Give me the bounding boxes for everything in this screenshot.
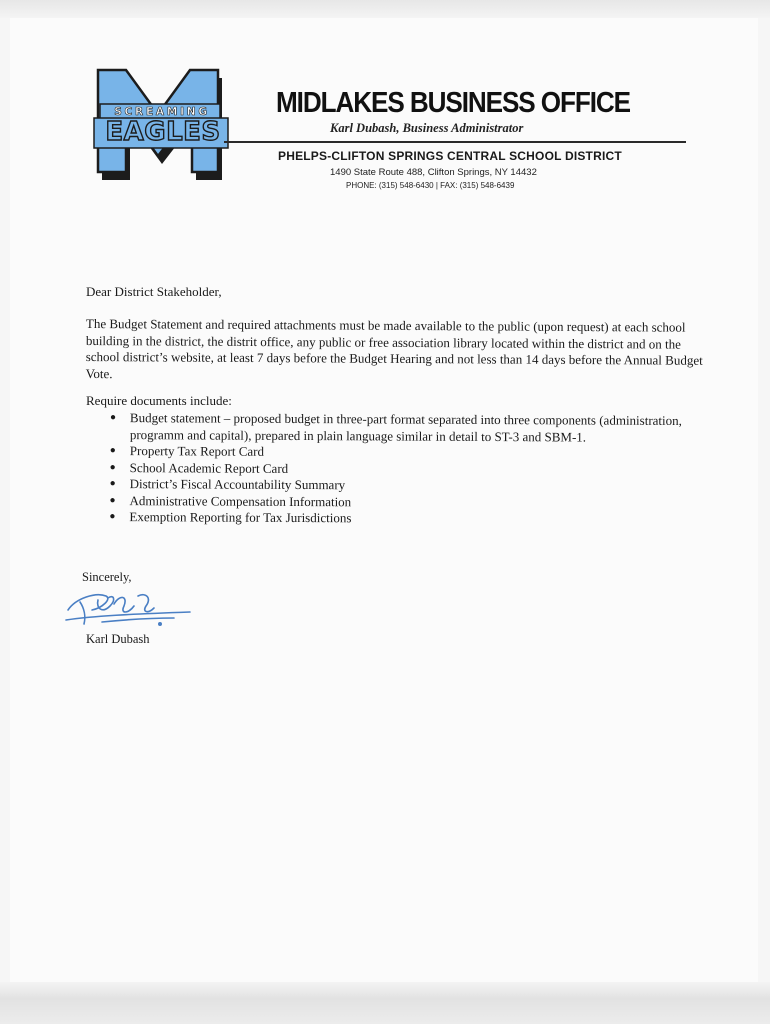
- greeting: Dear District Stakeholder,: [86, 284, 222, 299]
- documents-heading: Require documents include:: [86, 393, 232, 408]
- list-item-text: Budget statement – proposed budget in three-part format separated into three components (administration, programm and capital), prepared in plain language similar in detail to ST-3 and SBM-1.: [129, 410, 682, 445]
- list-item-text: Exemption Reporting for Tax Jurisdictions: [129, 509, 352, 526]
- documents-list: [105, 410, 706, 529]
- list-item-text: Administrative Compensation Information: [129, 492, 352, 509]
- district-address: 1490 State Route 488, Clifton Springs, NY 14432: [330, 167, 537, 178]
- list-item-text: District’s Fiscal Accountability Summary: [129, 476, 346, 493]
- logo-script-text: SCREAMING: [114, 106, 210, 118]
- bullet-icon: ●: [109, 511, 116, 523]
- scan-edge-bottom: [0, 982, 770, 1024]
- scan-edge-top: [0, 0, 770, 18]
- closing: Sincerely,: [82, 570, 132, 584]
- bullet-icon: ●: [109, 478, 116, 490]
- bullet-icon: ●: [109, 494, 116, 506]
- bullet-icon: ●: [109, 412, 117, 424]
- administrator-line: Karl Dubash, Business Administrator: [330, 121, 524, 135]
- list-item: [106, 410, 706, 446]
- list-item-text: Property Tax Report Card: [129, 443, 265, 459]
- body-paragraph: The Budget Statement and required attachments must be made available to the public (upon request) at each school building in the district, the distrit office, any public or free association library located within the district and on the school district’s website, at least 7 days before the Budget Hearing and not less than 14 days before the Annual Budget Vote.: [85, 316, 703, 381]
- handwritten-signature: [62, 584, 192, 632]
- header-divider: [224, 141, 686, 143]
- district-name: PHELPS-CLIFTON SPRINGS CENTRAL SCHOOL DISTRICT: [278, 149, 622, 163]
- list-item: [105, 509, 705, 529]
- office-title: MIDLAKES BUSINESS OFFICE: [276, 87, 631, 119]
- bullet-icon: ●: [109, 445, 116, 457]
- logo-word: EAGLES: [105, 117, 221, 147]
- list-item-text: School Academic Report Card: [129, 459, 289, 476]
- school-logo: [86, 64, 234, 182]
- signer-name: Karl Dubash: [86, 632, 150, 646]
- bullet-icon: ●: [109, 461, 116, 473]
- phone-fax-line: PHONE: (315) 548-6430 | FAX: (315) 548-6439: [346, 181, 515, 190]
